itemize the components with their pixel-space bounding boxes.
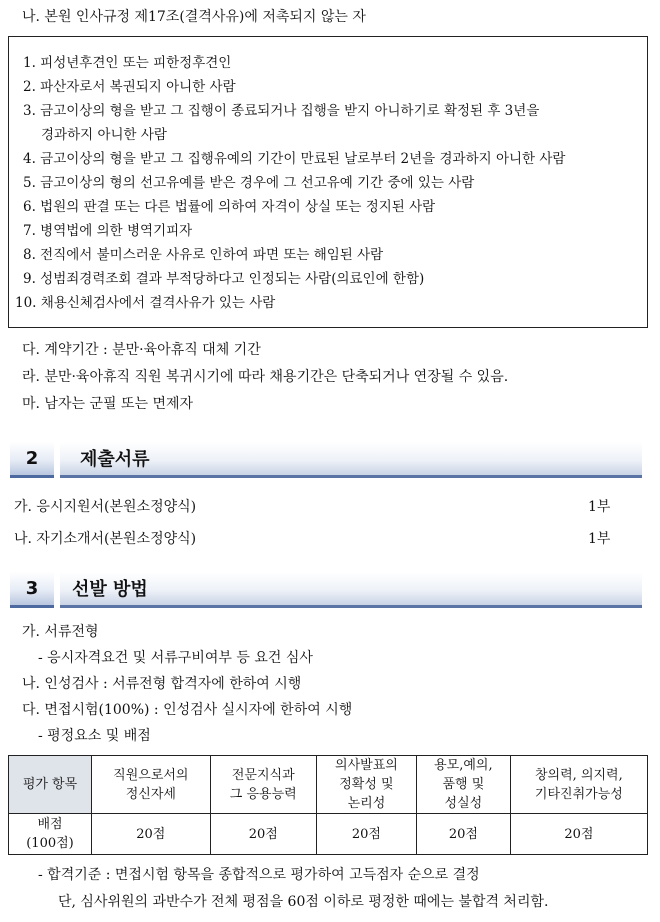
disqualification-item: 9. 성범죄경력조회 결과 부적당하다고 인정되는 사람(의료인에 한함) bbox=[23, 271, 425, 287]
table-header-cell: 평가 항목 bbox=[9, 756, 92, 814]
disqualification-item: 5. 금고이상의 형의 선고유예를 받은 경우에 그 선고유예 기간 중에 있는 사람 bbox=[23, 175, 475, 191]
document-count: 1부 bbox=[588, 531, 611, 547]
document-item: 가. 응시지원서(본원소정양식) bbox=[14, 499, 197, 515]
qualification-heading: 나. 본원 인사규정 제17조(결격사유)에 저촉되지 않는 자 bbox=[22, 9, 366, 25]
disqualification-item: 3. 금고이상의 형을 받고 그 집행이 종료되거나 집행을 받지 아니하기로 확정된 후 3년을 bbox=[23, 103, 540, 119]
table-header-row bbox=[9, 756, 648, 814]
table-header-cell: 직원으로서의 정신자세 bbox=[92, 756, 211, 814]
table-row bbox=[9, 814, 648, 855]
table-cell: 20점 bbox=[417, 814, 511, 855]
document-item: 나. 자기소개서(본원소정양식) bbox=[14, 531, 197, 547]
pass-criteria-note: 단, 심사위원의 과반수가 전체 평점을 60점 이하로 평정한 때에는 불합격 처리함. bbox=[58, 894, 549, 910]
table-header-cell: 용모,예의, 품행 및 성실성 bbox=[417, 756, 511, 814]
employment-period-note: 라. 분만·육아휴직 직원 복귀시기에 따라 채용기간은 단축되거나 연장될 수 있음. bbox=[22, 369, 509, 385]
section-number-3: 3 bbox=[10, 572, 54, 608]
disqualification-item: 2. 파산자로서 복권되지 아니한 사람 bbox=[23, 79, 236, 95]
disqualification-item: 4. 금고이상의 형을 받고 그 집행유예의 기간이 만료된 날로부터 2년을 경과하지 아니한 사람 bbox=[23, 151, 566, 167]
disqualification-item: 7. 병역법에 의한 병역기피자 bbox=[23, 223, 193, 239]
table-cell: 20점 bbox=[316, 814, 416, 855]
disqualification-item: 1. 피성년후견인 또는 피한정후견인 bbox=[23, 55, 232, 71]
selection-detail: - 응시자격요건 및 서류구비여부 등 요건 심사 bbox=[38, 650, 313, 666]
contract-period: 다. 계약기간 : 분만·육아휴직 대체 기간 bbox=[22, 342, 261, 358]
section-title-selection: 선발 방법 bbox=[72, 579, 148, 600]
disqualification-item: 8. 전직에서 불미스러운 사유로 인하여 파면 또는 해임된 사람 bbox=[23, 247, 384, 263]
table-header-cell: 창의력, 의지력, 기타진취가능성 bbox=[510, 756, 647, 814]
table-cell: 20점 bbox=[510, 814, 647, 855]
table-header-cell: 전문지식과 그 응용능력 bbox=[210, 756, 316, 814]
military-requirement: 마. 남자는 군필 또는 면제자 bbox=[22, 396, 194, 412]
table-row-label: 배점 (100점) bbox=[9, 814, 92, 855]
disqualification-item: 10. 채용신체검사에서 결격사유가 있는 사람 bbox=[15, 295, 276, 311]
disqualification-item: 6. 법원의 판결 또는 다른 법률에 의하여 자격이 상실 또는 정지된 사람 bbox=[23, 199, 436, 215]
disqualification-box bbox=[8, 36, 648, 328]
scoring-table bbox=[8, 755, 648, 855]
selection-step: 가. 서류전형 bbox=[22, 624, 99, 640]
disqualification-item-cont: 경과하지 아니한 사람 bbox=[41, 127, 167, 143]
table-cell: 20점 bbox=[210, 814, 316, 855]
table-header-cell: 의사발표의 정확성 및 논리성 bbox=[316, 756, 416, 814]
section-number-2: 2 bbox=[10, 442, 54, 478]
selection-detail: - 평정요소 및 배점 bbox=[38, 728, 151, 744]
selection-step: 나. 인성검사 : 서류전형 합격자에 한하여 시행 bbox=[22, 676, 302, 692]
document-count: 1부 bbox=[588, 499, 611, 515]
section-title-documents: 제출서류 bbox=[80, 449, 150, 470]
table-cell: 20점 bbox=[92, 814, 211, 855]
selection-step: 다. 면접시험(100%) : 인성검사 실시자에 한하여 시행 bbox=[22, 702, 353, 718]
pass-criteria: - 합격기준 : 면접시험 항목을 종합적으로 평가하여 고득점자 순으로 결정 bbox=[38, 867, 480, 883]
